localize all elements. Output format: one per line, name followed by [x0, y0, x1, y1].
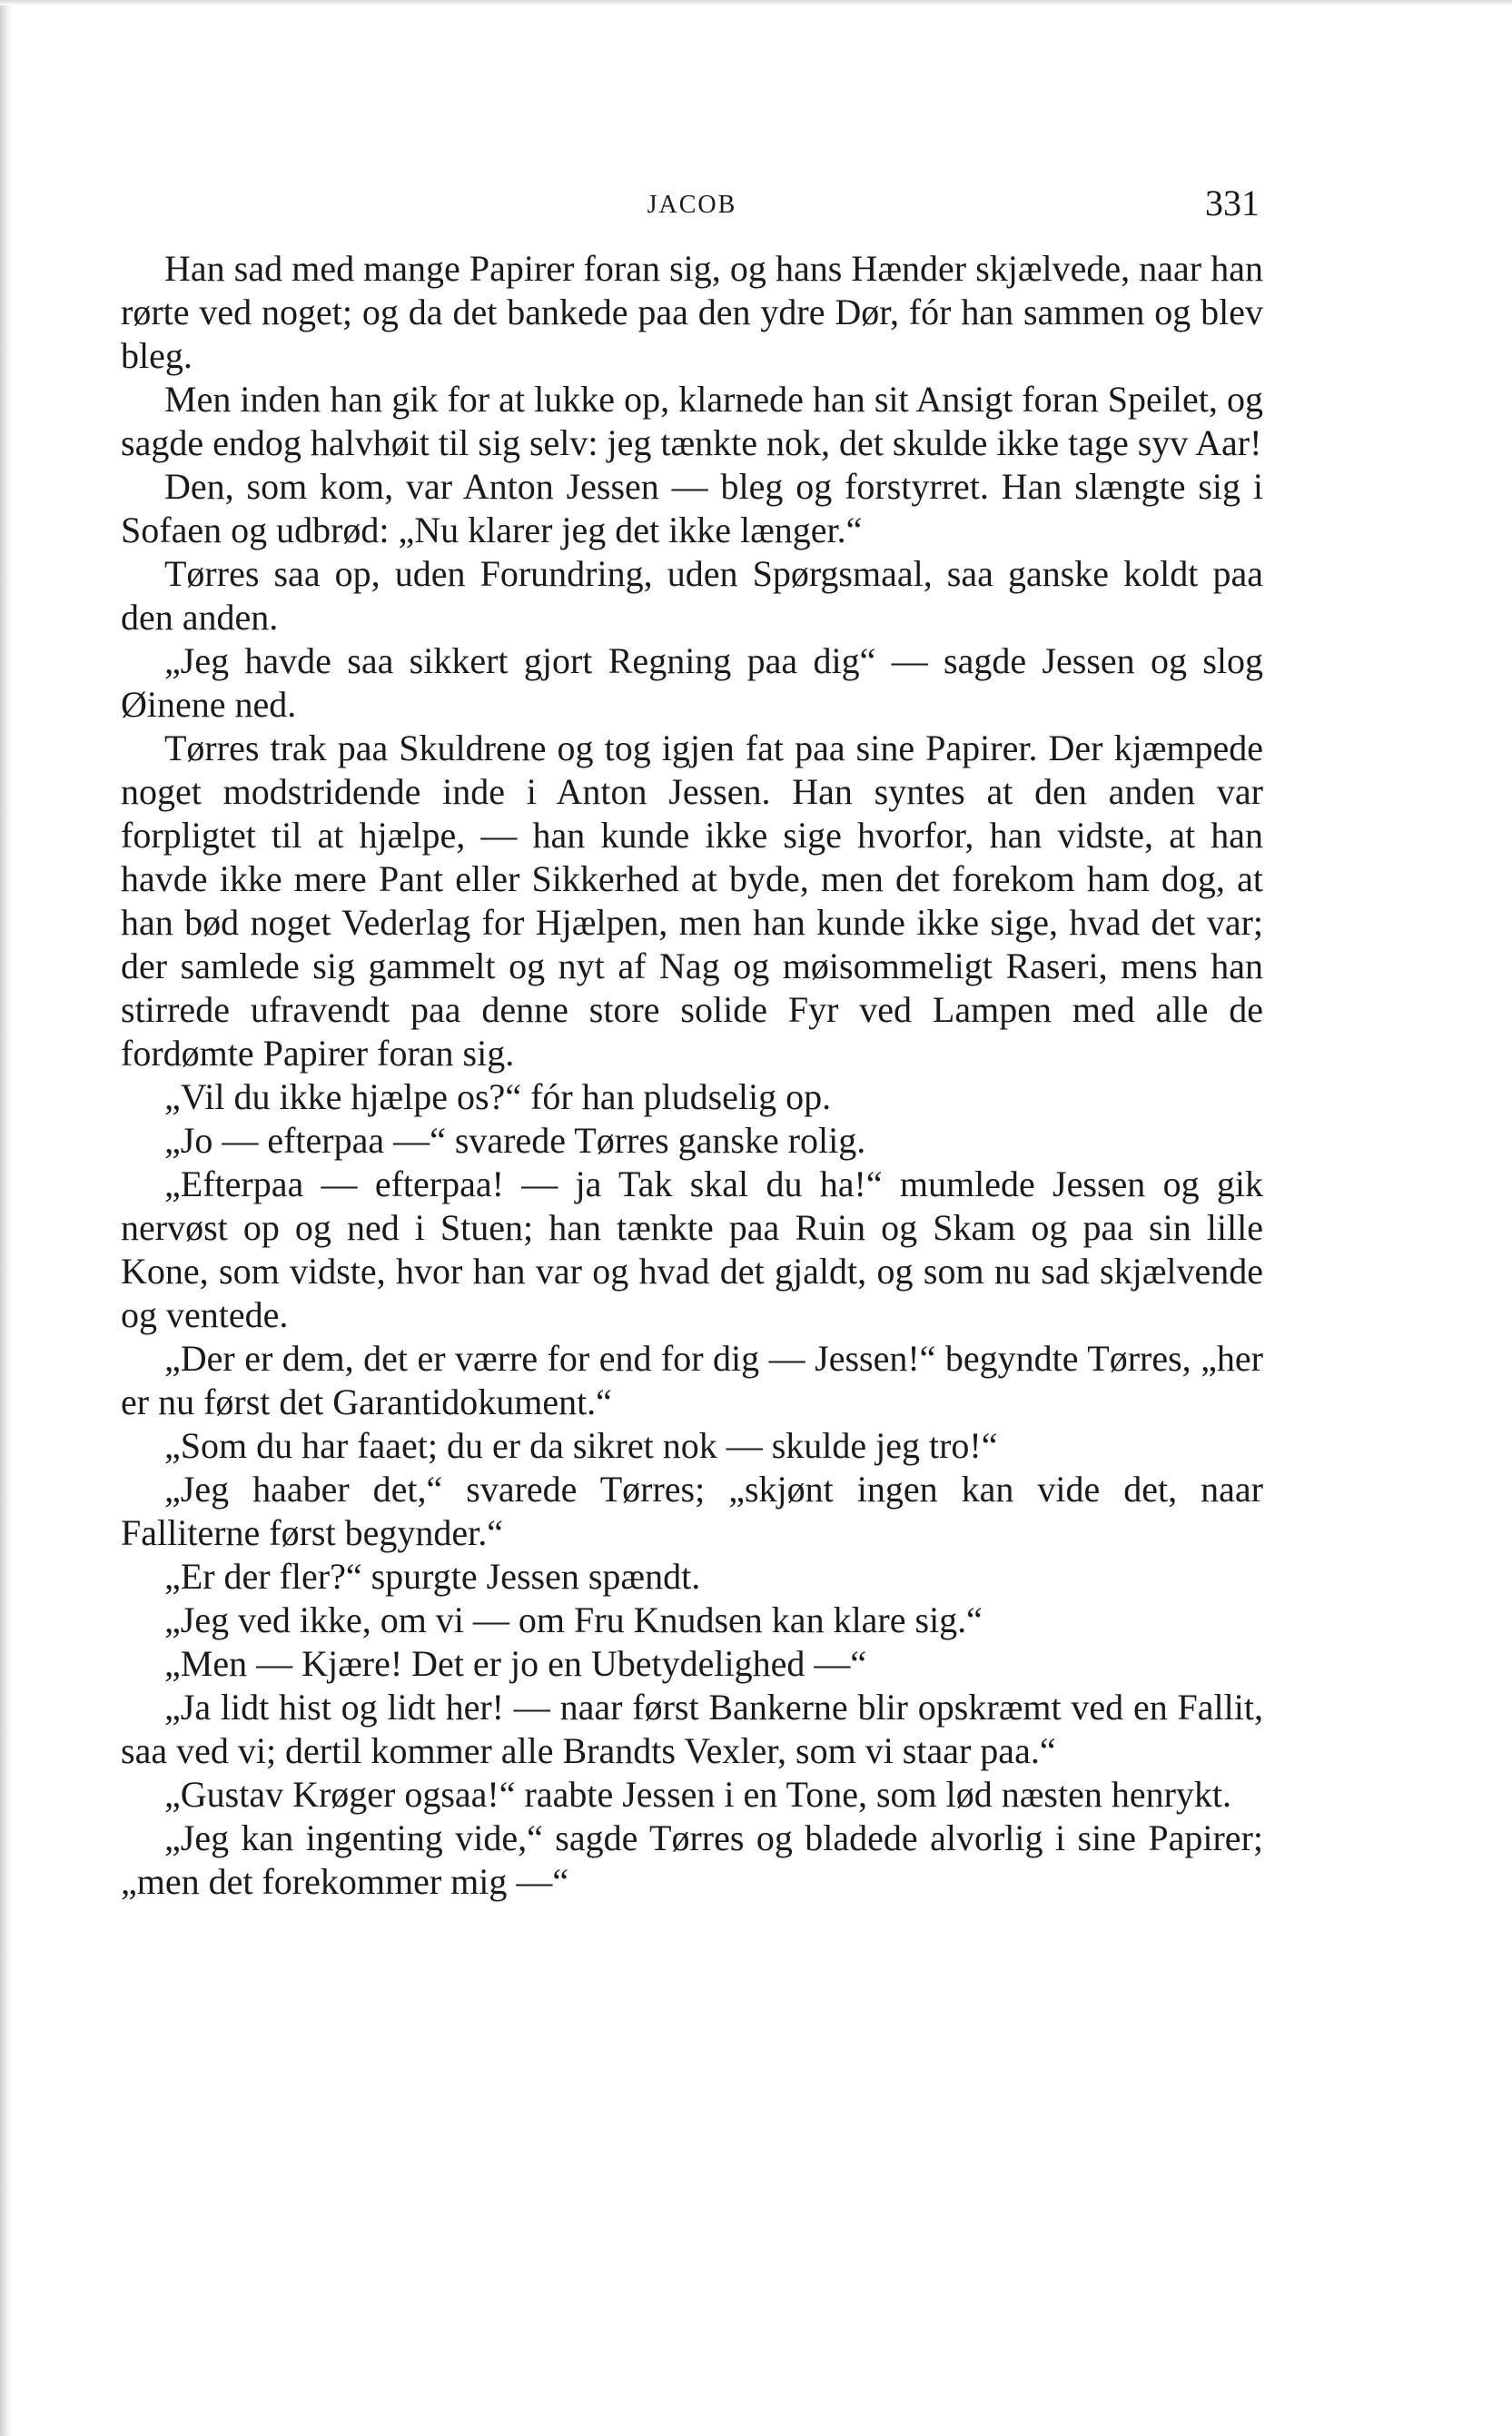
paragraph-8: „Jo — efterpaa —“ svarede Tørres ganske rolig.	[164, 1120, 866, 1161]
paragraph-3: Den, som kom, var Anton Jessen — bleg og forstyrret. Han slængte sig i Sofaen og udbrød: „Nu klarer jeg det ikke længer.“	[121, 466, 1263, 550]
body-text	[121, 247, 1263, 1904]
paragraph-14: „Jeg ved ikke, om vi — om Fru Knudsen kan klare sig.“	[164, 1599, 983, 1640]
paragraph-17: „Gustav Krøger ogsaa!“ raabte Jessen i en Tone, som lød næsten henrykt.	[164, 1774, 1232, 1815]
page-number: 331	[1205, 183, 1260, 223]
paragraph-10: „Der er dem, det er værre for end for dig — Jessen!“ begyndte Tørres, „her er nu først det Garantidokument.“	[121, 1338, 1263, 1422]
running-head	[121, 182, 1263, 233]
paragraph-11: „Som du har faaet; du er da sikret nok — skulde jeg tro!“	[164, 1425, 998, 1466]
paragraph-2: Men inden han gik for at lukke op, klarnede han sit Ansigt foran Speilet, og sagde endog halvhøit til sig selv: jeg tænkte nok, det skulde ikke tage syv Aar!	[121, 379, 1263, 463]
paragraph-13: „Er der fler?“ spurgte Jessen spændt.	[164, 1556, 701, 1597]
paragraph-9: „Efterpaa — efterpaa! — ja Tak skal du ha!“ mumlede Jessen og gik nervøst op og ned i Stuen; han tænkte paa Ruin og Skam og paa sin lille Kone, som vidste, hvor han var og hvad det gjaldt, og som nu sad skjælvende og ventede.	[121, 1164, 1263, 1335]
paragraph-5: „Jeg havde saa sikkert gjort Regning paa dig“ — sagde Jessen og slog Øinene ned.	[121, 640, 1263, 725]
paragraph-6: Tørres trak paa Skuldrene og tog igjen fat paa sine Papirer. Der kjæmpede noget modstridende inde i Anton Jessen. Han syntes at den anden var forpligtet til at hjælpe, — han kunde ikke sige hvorfor, han vidste, at han havde ikke mere Pant eller Sikkerhed at byde, men det forekom ham dog, at han bød noget Vederlag for Hjælpen, men han kunde ikke sige, hvad det var; der samlede sig gammelt og nyt af Nag og møisommeligt Raseri, mens han stirrede ufravendt paa denne store solide Fyr ved Lampen med alle de fordømte Papirer foran sig.	[121, 728, 1263, 1074]
paragraph-7: „Vil du ikke hjælpe os?“ fór han pludselig op.	[164, 1076, 832, 1117]
paragraph-16: „Ja lidt hist og lidt her! — naar først Bankerne blir opskræmt ved en Fallit, saa ved vi; dertil kommer alle Brandts Vexler, som vi staar paa.“	[121, 1687, 1263, 1771]
paragraph-1: Han sad med mange Papirer foran sig, og hans Hænder skjælvede, naar han rørte ved noget; og da det bankede paa den ydre Dør, fór han sammen og blev bleg.	[121, 248, 1263, 376]
paragraph-18: „Jeg kan ingenting vide,“ sagde Tørres og bladede alvorlig i sine Papirer; „men det forekommer mig —“	[121, 1817, 1263, 1902]
paragraph-12: „Jeg haaber det,“ svarede Tørres; „skjønt ingen kan vide det, naar Falliterne først begynder.“	[121, 1469, 1263, 1553]
running-title: JACOB	[647, 191, 737, 219]
paragraph-15: „Men — Kjære! Det er jo en Ubetydelighed —“	[164, 1643, 867, 1684]
paragraph-4: Tørres saa op, uden Forundring, uden Spørgsmaal, saa ganske koldt paa den anden.	[121, 553, 1263, 638]
